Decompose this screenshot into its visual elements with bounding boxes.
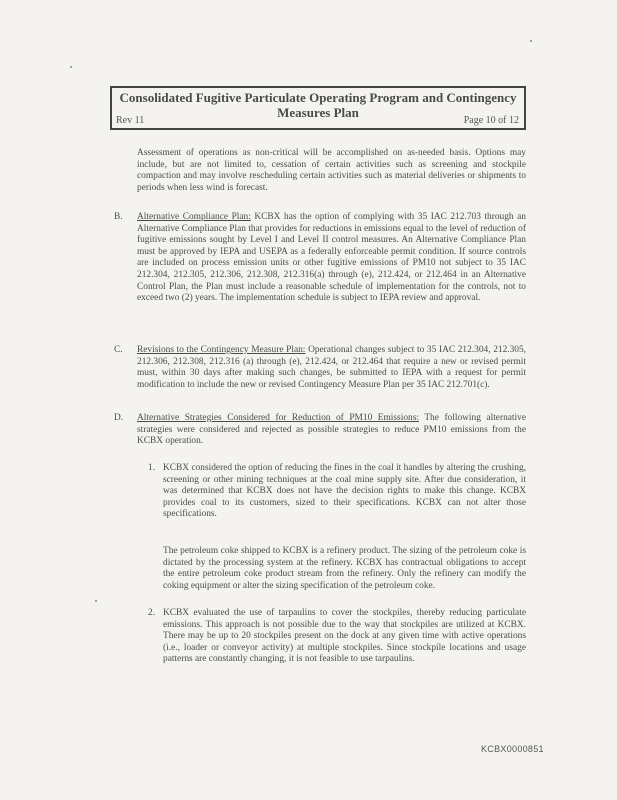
document-title: Consolidated Fugitive Particulate Operating Program and Contingency Measures Plan — [119, 90, 517, 120]
scan-speck — [70, 66, 72, 68]
scan-speck — [95, 600, 97, 602]
document-header — [110, 86, 526, 130]
section-d-letter: D. — [114, 413, 124, 423]
strategy-1-text: KCBX considered the option of reducing the fines in the coal it handles by altering the crushing, screening or other mining techniques at the coal mine supply site. After due consideration, it was determined that KCBX does not have the decision rights to make this change. KCBX provides coal to its customers, sized to their specifications. KCBX can not alter those specifications. — [163, 463, 526, 520]
strategy-2-text: KCBX evaluated the use of tarpaulins to cover the stockpiles, thereby reducing particulate emissions. This approach is not possible due to the way that stockpiles are utilized at KCBX. There may be up to 20 stockpiles present on the dock at any given time with active operations (i.e., loader or conveyor activity) at multiple stockpiles. Since stockpile locations and usage patterns are constantly changing, it is not feasible to use tarpaulins. — [163, 608, 526, 665]
intro-paragraph: Assessment of operations as non-critical will be accomplished on as-needed basis. Options may include, but are not limited to, cessation of certain activities such as screening and stockpile compaction and may involve rescheduling certain activities such as material deliveries or shipments to periods when less wind is forecast. — [137, 148, 526, 193]
section-c-heading: Revisions to the Contingency Measure Plan: — [137, 345, 306, 355]
section-b-heading: Alternative Compliance Plan: — [137, 212, 251, 222]
section-c-text: Operational changes subject to 35 IAC 212.304, 212.305, 212.306, 212.308, 212.316 (a) through (e), 212.424, or 212.464 that require a new or revised permit must, within 30 days after making such changes, be submitted to IEPA with a request for permit modification to include the new or revised Contingency Measure Plan per 35 IAC 212.701(c). — [137, 345, 527, 390]
revision-label: Rev 11 — [116, 115, 145, 126]
section-b-text: KCBX has the option of complying with 35 IAC 212.703 through an Alternative Compliance Plan that provides for reductions in emissions equal to the level of reduction of fugitive emissions sought by Level I and Level II control measures. An Alternative Compliance Plan must be approved by IEPA and USEPA as a federally enforceable permit condition. If source controls are included on process emission units or other fugitive emissions of PM10 not subject to 35 IAC 212.304, 212.305, 212.306, 212.308, 212.316(a) through (e), 212.424, or 212.464 in an Alternative Control Plan, the Plan must include a reasonable schedule of implementation for the controls, not to exceed two (2) years. The implementation schedule is subject to IEPA review and approval. — [137, 212, 526, 304]
section-b — [137, 212, 526, 305]
bates-number: KCBX0000851 — [481, 744, 544, 754]
section-d-heading: Alternative Strategies Considered for Reduction of PM10 Emissions: — [137, 413, 419, 423]
strategy-1-followup: The petroleum coke shipped to KCBX is a refinery product. The sizing of the petroleum coke is dictated by the processing system at the refinery. KCBX has contractual obligations to accept the entire petroleum coke product stream from the refinery. Only the refinery can modify the coking equipment or alter the sizing specification of the petroleum coke. — [163, 546, 526, 591]
section-b-letter: B. — [114, 212, 123, 222]
section-d — [137, 413, 526, 448]
page-number: Page 10 of 12 — [463, 115, 519, 126]
section-d-text: The following alternative strategies were considered and rejected as possible strategies to reduce PM10 emissions from the KCBX operation. — [137, 413, 526, 447]
strategy-1-number: 1. — [148, 463, 156, 473]
section-c-letter: C. — [114, 345, 123, 355]
scan-speck — [530, 40, 532, 42]
strategy-2-number: 2. — [148, 608, 156, 618]
section-c — [137, 345, 526, 391]
